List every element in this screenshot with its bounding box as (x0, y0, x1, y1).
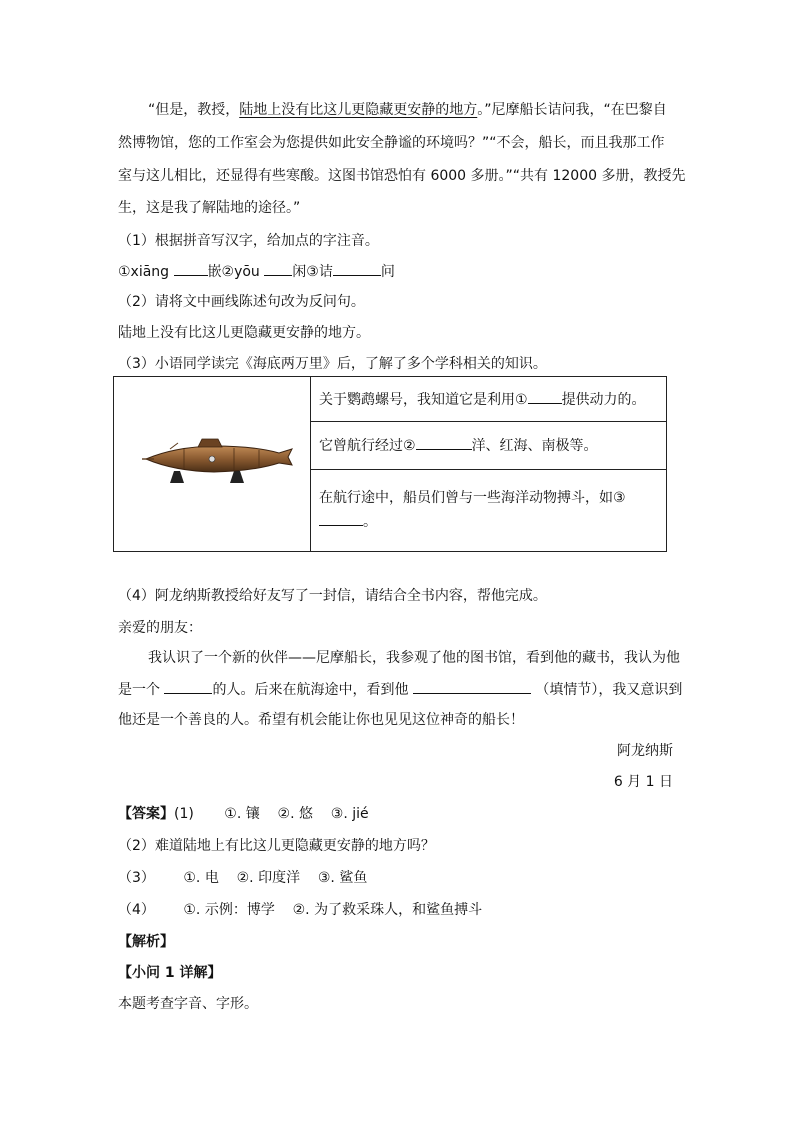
body-text: 是一个 (118, 682, 160, 698)
body-text: 的人。后来在航海途中，看到他 (212, 682, 409, 698)
item-text: 问 (380, 264, 395, 280)
answer-items: ①. 电 ②. 印度洋 ③. 鲨鱼 (183, 870, 368, 886)
row-text: 它曾航行经过② (319, 438, 416, 455)
submarine-image-cell (114, 377, 311, 552)
item-label: ①xiāng (118, 264, 170, 280)
question-2-title: （2）请将文中画线陈述句改为反问句。 (118, 294, 365, 310)
table-row-2 (311, 422, 667, 469)
passage-text: 。”尼摩船长诘问我，“在巴黎自 (477, 102, 667, 118)
answer-line-2: （2）难道陆地上有比这儿更隐藏更安静的地方吗？ (118, 838, 435, 854)
analysis-sub-label: 【小问 1 详解】 (118, 965, 222, 981)
letter-date: 6 月 1 日 (613, 774, 673, 790)
passage-line-4: 生，这是我了解陆地的途径。” (118, 200, 301, 216)
passage-line-3: 室与这儿相比，还显得有些寒酸。这图书馆恐怕有 6000 多册。”“共有 12000 多册，教授先 (118, 168, 686, 184)
letter-greeting: 亲爱的朋友： (118, 620, 202, 636)
item-text: 嵌 (207, 264, 222, 280)
question-1-items (118, 261, 395, 282)
answer-line-3 (118, 868, 367, 888)
table-row-1 (311, 377, 667, 422)
answer-blank[interactable] (333, 261, 381, 276)
analysis-text: 本题考查字音、字形。 (118, 996, 258, 1012)
question-3-title: （3）小语同学读完《海底两万里》后，了解了多个学科相关的知识。 (118, 356, 547, 372)
question-3-table (113, 376, 667, 552)
answer-line-1 (118, 804, 369, 824)
passage-line-2: 然博物馆，您的工作室会为您提供如此安全静谧的环境吗？”“不会，船长，而且我那工作 (118, 135, 665, 151)
answer-items: ①. 镶 ②. 悠 ③. jié (224, 806, 369, 822)
letter-body-2 (118, 679, 682, 700)
answer-items: ①. 示例：博学 ②. 为了救采珠人，和鲨鱼搏斗 (183, 902, 483, 918)
row-line-2 (319, 510, 658, 534)
letter-signature: 阿龙纳斯 (617, 743, 673, 759)
analysis-label: 【解析】 (118, 934, 174, 950)
body-text: （填情节），我又意识到 (535, 682, 683, 698)
row-text: 。 (363, 514, 377, 531)
answer-blank[interactable] (528, 389, 562, 404)
letter-body-1: 我认识了一个新的伙伴——尼摩船长，我参观了他的图书馆，看到他的藏书，我认为他 (148, 650, 680, 666)
letter-body-3: 他还是一个善良的人。希望有机会能让你也见见这位神奇的船长！ (118, 712, 524, 728)
passage-line-1 (148, 100, 667, 120)
answer-prefix: （4） (118, 902, 155, 918)
table-row-3 (311, 469, 667, 551)
nautilus-submarine-image (114, 377, 310, 547)
answer-prefix: （3） (118, 870, 155, 886)
item-text: 闲 (292, 264, 307, 280)
row-text: 提供动力的。 (561, 392, 646, 409)
answer-blank[interactable] (164, 679, 212, 694)
underlined-sentence: 陆地上没有比这儿更隐藏更安静的地方 (239, 102, 478, 118)
answer-blank[interactable] (174, 261, 208, 276)
answer-blank[interactable] (319, 511, 363, 526)
passage-text: “但是，教授， (148, 102, 240, 118)
answer-label: 【答案】 (118, 806, 174, 822)
answer-blank[interactable] (264, 261, 292, 276)
row-text: 在航行途中，船员们曾与一些海洋动物搏斗，如③ (319, 490, 626, 507)
question-4-title: （4）阿龙纳斯教授给好友写了一封信，请结合全书内容，帮他完成。 (118, 588, 547, 604)
item-label: ②yōu (221, 264, 260, 280)
row-text: 洋、红海、南极等。 (471, 438, 598, 455)
question-2-sentence: 陆地上没有比这儿更隐藏更安静的地方。 (118, 325, 370, 341)
answer-prefix: (1) (174, 806, 194, 822)
answer-blank[interactable] (413, 679, 531, 694)
answer-blank[interactable] (416, 435, 472, 450)
item-label: ③诘 (306, 264, 333, 280)
question-1-title: （1）根据拼音写汉字，给加点的字注音。 (118, 233, 379, 249)
row-text: 关于鹦鹉螺号，我知道它是利用① (319, 392, 528, 409)
answer-line-4 (118, 900, 482, 920)
